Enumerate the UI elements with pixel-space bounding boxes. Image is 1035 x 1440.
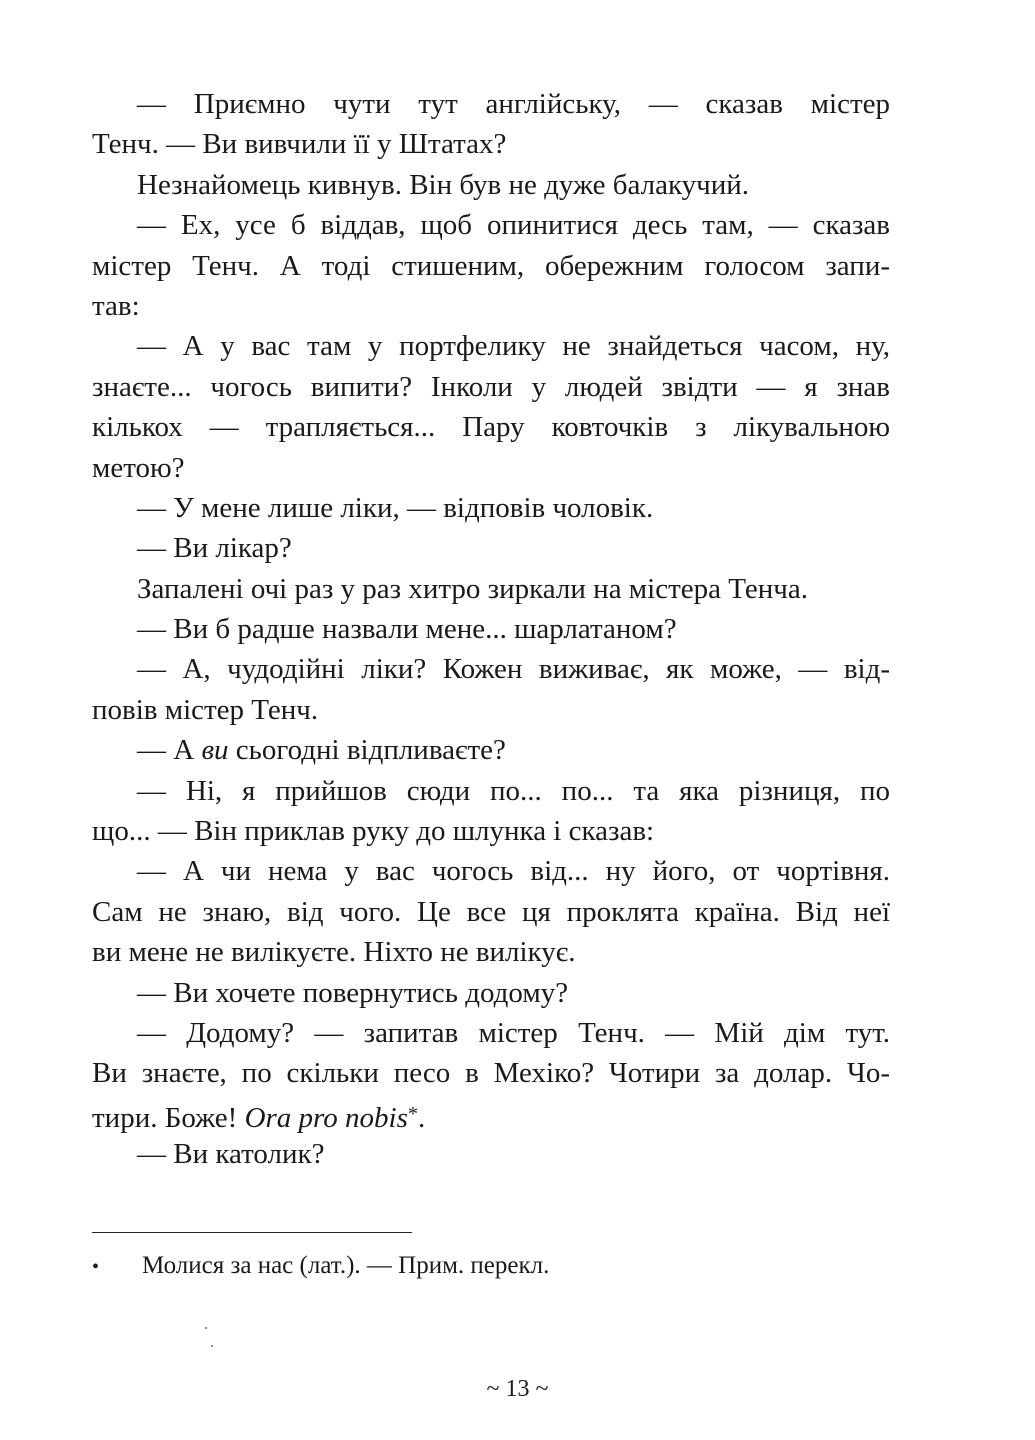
text-line: метою?: [92, 451, 185, 484]
text-line: Запалені очі раз у раз хитро зиркали на містера Тенча.: [137, 572, 808, 605]
italic-emphasis: ви: [201, 734, 229, 767]
text-line: — Ні, я прийшов сюди по... по... та яка різниця, по: [137, 774, 890, 807]
footnote-divider: [92, 1232, 412, 1233]
body-text: [92, 84, 890, 1175]
text-line: — Ви лікар?: [137, 532, 292, 565]
text-line: Тенч. — Ви вивчили її у Штатах?: [92, 128, 507, 161]
text-line: кількох — трапляється... Пару ковточків з лікувальною: [92, 411, 890, 444]
text-line: знаєте... чогось випити? Інколи у людей звідти — я знав: [92, 370, 890, 403]
text-line: — Ви католик?: [137, 1138, 325, 1171]
text-segment: .: [418, 1101, 426, 1134]
text-line: Незнайомець кивнув. Він був не дуже балакучий.: [137, 168, 750, 201]
text-line: — Ви б радше назвали мене... шарлатаном?: [137, 613, 677, 646]
footnote-marker: •: [92, 1256, 100, 1278]
text-line: — А чи нема у вас чогось від... ну його, от чортівня.: [137, 855, 890, 888]
text-line: — Додому? — запитав містер Тенч. — Мій дім тут.: [137, 1016, 890, 1049]
text-line: містер Тенч. А тоді стишеним, обережним голосом запи-: [92, 249, 890, 282]
scan-speck: [205, 1327, 207, 1329]
text-line: ви мене не вилікуєте. Ніхто не вилікує.: [92, 936, 576, 969]
text-line: — А, чудодійні ліки? Кожен виживає, як може, — від-: [137, 653, 890, 686]
footnote-reference[interactable]: *: [407, 1102, 418, 1125]
text-line: [92, 1094, 890, 1134]
text-line: [92, 730, 890, 770]
text-segment: тири. Боже!: [92, 1101, 245, 1134]
text-line: повів містер Тенч.: [92, 693, 319, 726]
text-line: Сам не знаю, від чого. Це все ця проклята країна. Від неї: [92, 895, 890, 928]
text-line: — А у вас там у портфелику не знайдеться часом, ну,: [137, 330, 890, 363]
text-line: Ви знаєте, по скільки песо в Мехіко? Чотири за долар. Чо-: [92, 1057, 890, 1090]
text-line: — Ех, усе б віддав, щоб опинитися десь там, — сказав: [137, 209, 890, 242]
latin-phrase: Ora pro nobis: [244, 1101, 408, 1134]
text-line: тав:: [92, 289, 140, 322]
footnote-text: Молися за нас (лат.). — Прим. перекл.: [142, 1252, 550, 1279]
footnote: [92, 1248, 892, 1285]
text-segment: — А: [137, 734, 202, 767]
text-line: — У мене лише ліки, — відповів чоловік.: [137, 491, 654, 524]
text-line: — Ви хочете повернутись додому?: [137, 976, 569, 1009]
page-number: ~ 13 ~: [486, 1376, 549, 1402]
text-line: що... — Він приклав руку до шлунка і сказав:: [92, 815, 655, 848]
text-line: — Приємно чути тут англійську, — сказав містер: [137, 88, 890, 120]
text-segment: сьогодні відпливаєте?: [228, 734, 506, 767]
scan-speck: [211, 1345, 213, 1347]
